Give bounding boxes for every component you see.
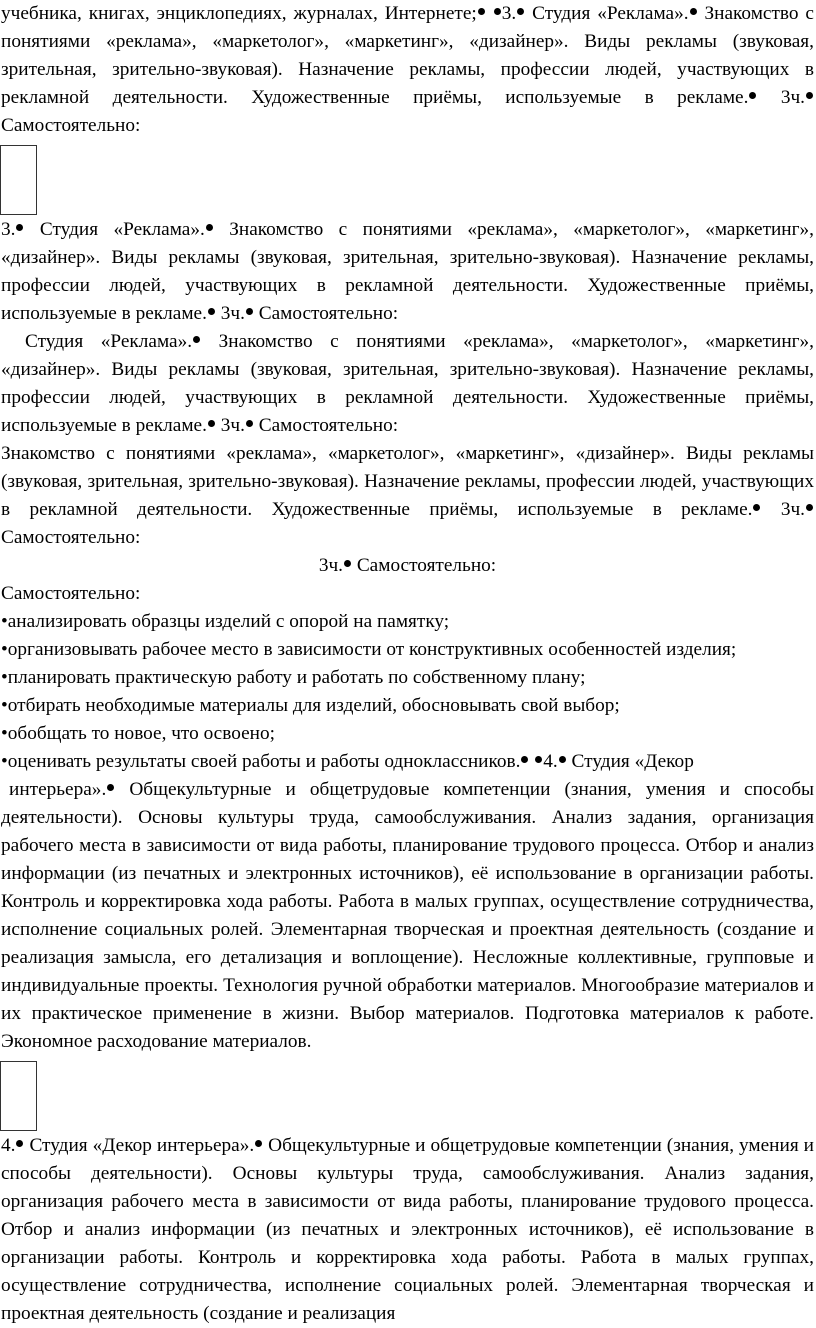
text-segment: Самостоятельно: bbox=[352, 555, 497, 576]
text-segment: Самостоятельно: bbox=[1, 115, 141, 136]
bullet-dot-icon bbox=[344, 560, 351, 567]
image-placeholder-container bbox=[0, 1056, 816, 1132]
bullet-dot-icon bbox=[246, 420, 253, 427]
text-segment: 3ч. bbox=[215, 415, 245, 436]
text-segment: 3ч. bbox=[318, 555, 343, 576]
text-segment: Общекультурные и общетрудовые компетенции (знания, умения и способы деятельности). Основы культуры труда, самообслуживания. Анализ задания, организация рабочего места в зависимости от вида работы, планирование трудового процесса. Отбор и анализ информации (из печатных и электронных источников), её использование в организации работы. Контроль и корректировка хода работы. Работа в малых группах, осуществление сотрудничества, исполнение социальных ролей. Элементарная творческая и проектная деятельность (создание и реализация замысла, его детализация и воплощение). Несложные коллективные, групповые и индивидуальные проекты. Технология ручной обработки материалов. Многообразие материалов и их практическое применение в жизни. Выбор материалов. Подготовка материалов к работе. Экономное расходование материалов. bbox=[1, 779, 814, 1052]
list-item: •организовывать рабочее место в зависимости от конструктивных особенностей изделия; bbox=[1, 639, 737, 660]
paragraph-interior-decor-repeat bbox=[0, 1132, 816, 1328]
bullet-dot-icon bbox=[16, 224, 23, 231]
bullet-dot-icon bbox=[806, 504, 813, 511]
text-segment: •оценивать результаты своей работы и работы одноклассников. bbox=[1, 751, 521, 772]
text-segment: интерьера». bbox=[9, 779, 107, 800]
text-segment: 3ч. bbox=[215, 303, 245, 324]
text-segment: 4. bbox=[543, 751, 558, 772]
bullet-dot-icon bbox=[255, 1140, 262, 1147]
list-item: •обобщать то новое, что освоено; bbox=[1, 723, 275, 744]
text-segment: 3ч. bbox=[761, 499, 805, 520]
bullet-dot-icon bbox=[517, 8, 524, 15]
text-segment: Студия «Декор bbox=[566, 751, 694, 772]
text-segment: Студия «Реклама». bbox=[525, 3, 689, 24]
text-segment: Знакомство с понятиями «реклама», «маркетолог», «маркетинг», «дизайнер». Виды рекламы (звуковая, зрительная, зрительно-звуковая). Назначение рекламы, профессии людей, участвующих в рекламной деятельности. Художественные приёмы, используемые в рекламе. bbox=[1, 3, 814, 108]
text-segment: 4. bbox=[1, 1135, 16, 1156]
list-item bbox=[0, 748, 816, 776]
text-segment: 3. bbox=[1, 219, 16, 240]
paragraph-independently-heading: Самостоятельно: bbox=[1, 583, 141, 604]
text-segment: Общекультурные и общетрудовые компетенции (знания, умения и способы деятельности). Основы культуры труда, самообслуживания. Анализ задания, организация рабочего места в зависимости от вида работы, планирование трудового процесса. Отбор и анализ информации (из печатных и электронных источников), её использование в организации работы. Контроль и корректировка хода работы. Работа в малых группах, осуществление сотрудничества, исполнение социальных ролей. Элементарная творческая и проектная деятельность (создание и реализация bbox=[1, 1135, 814, 1324]
paragraph-studio-advertising bbox=[0, 216, 816, 328]
text-segment: Знакомство с понятиями «реклама», «маркетолог», «маркетинг», «дизайнер». Виды рекламы (звуковая, зрительная, зрительно-звуковая). Назначение рекламы, профессии людей, участвующих в рекламной деятельности. Художественные приёмы, используемые в рекламе. bbox=[1, 443, 814, 520]
text-segment: 3ч. bbox=[757, 87, 805, 108]
text-segment: Самостоятельно: bbox=[1, 527, 141, 548]
bullet-dot-icon bbox=[246, 308, 253, 315]
image-placeholder-container bbox=[0, 140, 816, 216]
text-segment: Знакомство с понятиями «реклама», «маркетолог», «маркетинг», «дизайнер». Виды рекламы (звуковая, зрительная, зрительно-звуковая). Назначение рекламы, профессии людей, участвующих в рекламной деятельности. Художественные приёмы, используемые в рекламе. bbox=[1, 219, 814, 324]
bullet-dot-icon bbox=[16, 1140, 23, 1147]
text-segment: Студия «Реклама». bbox=[24, 219, 205, 240]
paragraph-intro bbox=[0, 0, 816, 140]
paragraph-hours bbox=[0, 552, 816, 580]
bullet-dot-icon bbox=[690, 8, 697, 15]
text-segment: учебника, книгах, энциклопедиях, журналах, Интернете; bbox=[1, 3, 477, 24]
paragraph-studio-advertising-repeat bbox=[0, 328, 816, 440]
list-item: •отбирать необходимые материалы для изделий, обосновывать свой выбор; bbox=[1, 695, 620, 716]
bullet-dot-icon bbox=[208, 308, 215, 315]
text-segment: 3. bbox=[501, 3, 517, 24]
text-segment: Знакомство с понятиями «реклама», «маркетолог», «маркетинг», «дизайнер». Виды рекламы (звуковая, зрительная, зрительно-звуковая). Назначение рекламы, профессии людей, участвующих в рекламной деятельности. Художественные приёмы, используемые в рекламе. bbox=[1, 331, 815, 436]
bullet-dot-icon bbox=[193, 336, 200, 343]
text-segment: Самостоятельно: bbox=[253, 415, 399, 436]
bullet-dot-icon bbox=[494, 8, 501, 15]
bullet-dot-icon bbox=[206, 224, 213, 231]
bullet-dot-icon bbox=[806, 92, 813, 99]
bullet-dot-icon bbox=[559, 756, 566, 763]
paragraph-concepts bbox=[0, 440, 816, 552]
bullet-dot-icon bbox=[753, 504, 760, 511]
paragraph-interior-decor bbox=[0, 776, 816, 1056]
list-item: •анализировать образцы изделий с опорой на памятку; bbox=[1, 611, 450, 632]
text-segment: Студия «Реклама». bbox=[25, 331, 193, 352]
bullet-dot-icon bbox=[749, 92, 756, 99]
list-item: •планировать практическую работу и работать по собственному плану; bbox=[1, 667, 586, 688]
bullet-dot-icon bbox=[521, 756, 528, 763]
text-segment: Самостоятельно: bbox=[253, 303, 399, 324]
text-segment: Студия «Декор интерьера». bbox=[24, 1135, 255, 1156]
image-placeholder-box bbox=[0, 145, 37, 215]
bullet-dot-icon bbox=[535, 756, 542, 763]
bullet-dot-icon bbox=[208, 420, 215, 427]
bullet-dot-icon bbox=[107, 784, 114, 791]
bullet-dot-icon bbox=[478, 8, 485, 15]
image-placeholder-box bbox=[0, 1061, 37, 1131]
